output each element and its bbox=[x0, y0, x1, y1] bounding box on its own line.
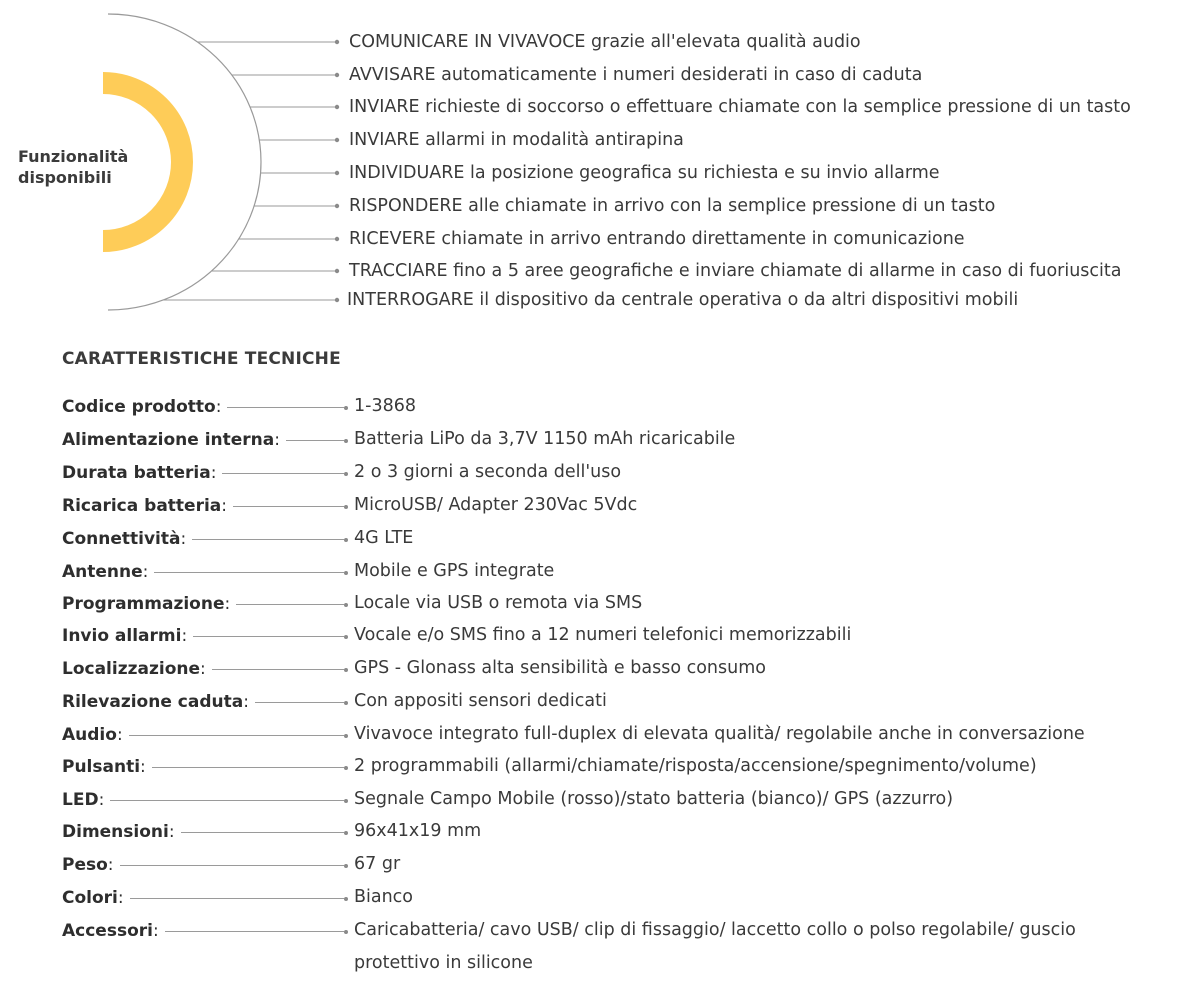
feature-item: INVIARE richieste di soccorso o effettuare chiamate con la semplice pressione di un tasto bbox=[349, 97, 1131, 117]
spec-leader-dot bbox=[344, 439, 348, 443]
spec-label bbox=[62, 561, 148, 583]
spec-label-text: Colori bbox=[62, 888, 118, 908]
spec-label bbox=[62, 429, 280, 451]
spec-value: Batteria LiPo da 3,7V 1150 mAh ricaricabile bbox=[354, 429, 736, 449]
spec-value: Vivavoce integrato full-duplex di elevata qualità/ regolabile anche in conversazione bbox=[354, 724, 1085, 744]
spec-label bbox=[62, 756, 146, 778]
spec-label bbox=[62, 887, 124, 909]
spec-leader-line bbox=[236, 604, 344, 605]
feature-item: INDIVIDUARE la posizione geografica su richiesta e su invio allarme bbox=[349, 163, 940, 183]
spec-leader-dot bbox=[344, 930, 348, 934]
spec-label-colon: : bbox=[274, 430, 280, 450]
spec-label bbox=[62, 691, 249, 713]
spec-value: 4G LTE bbox=[354, 528, 414, 548]
spec-label-text: Dimensioni bbox=[62, 822, 169, 842]
spec-leader-dot bbox=[344, 571, 348, 575]
spec-leader-dot bbox=[344, 635, 348, 639]
spec-value: 2 o 3 giorni a seconda dell'uso bbox=[354, 462, 622, 482]
spec-label-text: Programmazione bbox=[62, 594, 225, 614]
spec-leader-dot bbox=[344, 505, 348, 509]
connector-dot bbox=[335, 237, 339, 241]
spec-label-text: Localizzazione bbox=[62, 659, 201, 679]
spec-value: 67 gr bbox=[354, 854, 401, 874]
spec-label-colon: : bbox=[181, 626, 188, 646]
features-title-line1: Funzionalità bbox=[18, 147, 129, 166]
spec-value: 2 programmabili (allarmi/chiamate/risposta/accensione/spegnimento/volume) bbox=[354, 756, 1037, 776]
spec-label-text: Alimentazione interna bbox=[62, 430, 275, 450]
spec-value: MicroUSB/ Adapter 230Vac 5Vdc bbox=[354, 495, 638, 515]
specs-title: CARATTERISTICHE TECNICHE bbox=[62, 349, 341, 369]
feature-item: INTERROGARE il dispositivo da centrale operativa o da altri dispositivi mobili bbox=[347, 290, 1019, 310]
spec-leader-line bbox=[193, 636, 344, 637]
spec-label-colon: : bbox=[98, 790, 105, 810]
spec-leader-line bbox=[192, 539, 344, 540]
feature-item: RISPONDERE alle chiamate in arrivo con la semplice pressione di un tasto bbox=[349, 196, 996, 216]
spec-leader-dot bbox=[344, 701, 348, 705]
spec-label bbox=[62, 396, 221, 418]
spec-leader-line bbox=[222, 473, 344, 474]
spec-label bbox=[62, 920, 159, 942]
spec-leader-dot bbox=[344, 864, 348, 868]
spec-value: 1-3868 bbox=[354, 396, 416, 416]
spec-label-text: Peso bbox=[62, 855, 108, 875]
spec-label-colon: : bbox=[116, 725, 123, 745]
spec-label-colon: : bbox=[200, 659, 206, 679]
spec-leader-line bbox=[130, 898, 344, 899]
spec-value: Segnale Campo Mobile (rosso)/stato batteria (bianco)/ GPS (azzurro) bbox=[354, 789, 954, 809]
spec-label bbox=[62, 528, 186, 550]
spec-label-colon: : bbox=[215, 397, 222, 417]
spec-value: Locale via USB o remota via SMS bbox=[354, 593, 643, 613]
spec-label bbox=[62, 821, 175, 843]
spec-value: Bianco bbox=[354, 887, 414, 907]
spec-leader-line bbox=[255, 702, 344, 703]
spec-label-colon: : bbox=[142, 562, 149, 582]
spec-label-colon: : bbox=[140, 757, 146, 777]
spec-label-text: Invio allarmi bbox=[62, 626, 182, 646]
spec-leader-line bbox=[129, 735, 344, 736]
spec-leader-dot bbox=[344, 831, 348, 835]
spec-label-colon: : bbox=[152, 921, 159, 941]
spec-label-text: Connettività bbox=[62, 529, 181, 549]
spec-label-colon: : bbox=[243, 692, 249, 712]
spec-label-text: Antenne bbox=[62, 562, 143, 582]
spec-leader-line bbox=[152, 767, 344, 768]
spec-label-text: LED bbox=[62, 790, 99, 810]
spec-leader-line bbox=[286, 440, 344, 441]
spec-label-colon: : bbox=[224, 594, 231, 614]
spec-leader-line bbox=[233, 506, 344, 507]
spec-label bbox=[62, 495, 227, 517]
spec-label bbox=[62, 462, 216, 484]
feature-item: TRACCIARE fino a 5 aree geografiche e inviare chiamate di allarme in caso di fuoriuscita bbox=[349, 261, 1122, 281]
spec-label bbox=[62, 724, 123, 746]
spec-label-colon: : bbox=[117, 888, 124, 908]
feature-item: INVIARE allarmi in modalità antirapina bbox=[349, 130, 684, 150]
connector-dot bbox=[335, 204, 339, 208]
connector-dot bbox=[335, 105, 339, 109]
feature-item: COMUNICARE IN VIVAVOCE grazie all'elevata qualità audio bbox=[349, 32, 861, 52]
spec-label-text: Ricarica batteria bbox=[62, 496, 222, 516]
spec-label bbox=[62, 658, 206, 680]
features-title-line2: disponibili bbox=[18, 168, 112, 187]
spec-leader-dot bbox=[344, 766, 348, 770]
spec-leader-dot bbox=[344, 472, 348, 476]
spec-label-text: Audio bbox=[62, 725, 117, 745]
spec-label bbox=[62, 854, 114, 876]
spec-value: Mobile e GPS integrate bbox=[354, 561, 555, 581]
spec-label-colon: : bbox=[221, 496, 227, 516]
spec-leader-line bbox=[154, 572, 344, 573]
spec-leader-line bbox=[181, 832, 344, 833]
spec-label-colon: : bbox=[180, 529, 187, 549]
spec-label-colon: : bbox=[210, 463, 217, 483]
spec-leader-line bbox=[110, 800, 344, 801]
spec-label-colon: : bbox=[168, 822, 175, 842]
spec-leader-dot bbox=[344, 603, 348, 607]
connector-dot bbox=[335, 269, 339, 273]
spec-leader-line bbox=[120, 865, 344, 866]
spec-label bbox=[62, 789, 104, 811]
spec-label bbox=[62, 593, 230, 615]
spec-leader-dot bbox=[344, 538, 348, 542]
spec-leader-line bbox=[227, 407, 344, 408]
spec-leader-dot bbox=[344, 897, 348, 901]
connector-dot bbox=[335, 298, 339, 302]
spec-leader-dot bbox=[344, 668, 348, 672]
spec-label-text: Pulsanti bbox=[62, 757, 141, 777]
spec-label-text: Accessori bbox=[62, 921, 153, 941]
spec-value: Con appositi sensori dedicati bbox=[354, 691, 607, 711]
spec-label-text: Rilevazione caduta bbox=[62, 692, 244, 712]
spec-label-colon: : bbox=[107, 855, 114, 875]
spec-leader-dot bbox=[344, 734, 348, 738]
feature-item: AVVISARE automaticamente i numeri desiderati in caso di caduta bbox=[349, 65, 923, 85]
spec-value: Caricabatteria/ cavo USB/ clip di fissaggio/ laccetto collo o polso regolabile/ guscio protettivo in silicone bbox=[354, 920, 1076, 973]
spec-value: Vocale e/o SMS fino a 12 numeri telefonici memorizzabili bbox=[354, 625, 852, 645]
spec-label bbox=[62, 625, 187, 647]
spec-leader-line bbox=[212, 669, 344, 670]
spec-value: GPS - Glonass alta sensibilità e basso consumo bbox=[354, 658, 766, 678]
connector-dot bbox=[335, 40, 339, 44]
connector-dot bbox=[335, 138, 339, 142]
spec-leader-dot bbox=[344, 799, 348, 803]
spec-leader-dot bbox=[344, 406, 348, 410]
features-title bbox=[18, 146, 168, 188]
spec-leader-line bbox=[165, 931, 344, 932]
spec-label-text: Durata batteria bbox=[62, 463, 211, 483]
connector-dot bbox=[335, 171, 339, 175]
spec-value: 96x41x19 mm bbox=[354, 821, 482, 841]
connector-dot bbox=[335, 73, 339, 77]
feature-item: RICEVERE chiamate in arrivo entrando direttamente in comunicazione bbox=[349, 229, 965, 249]
spec-label-text: Codice prodotto bbox=[62, 397, 216, 417]
